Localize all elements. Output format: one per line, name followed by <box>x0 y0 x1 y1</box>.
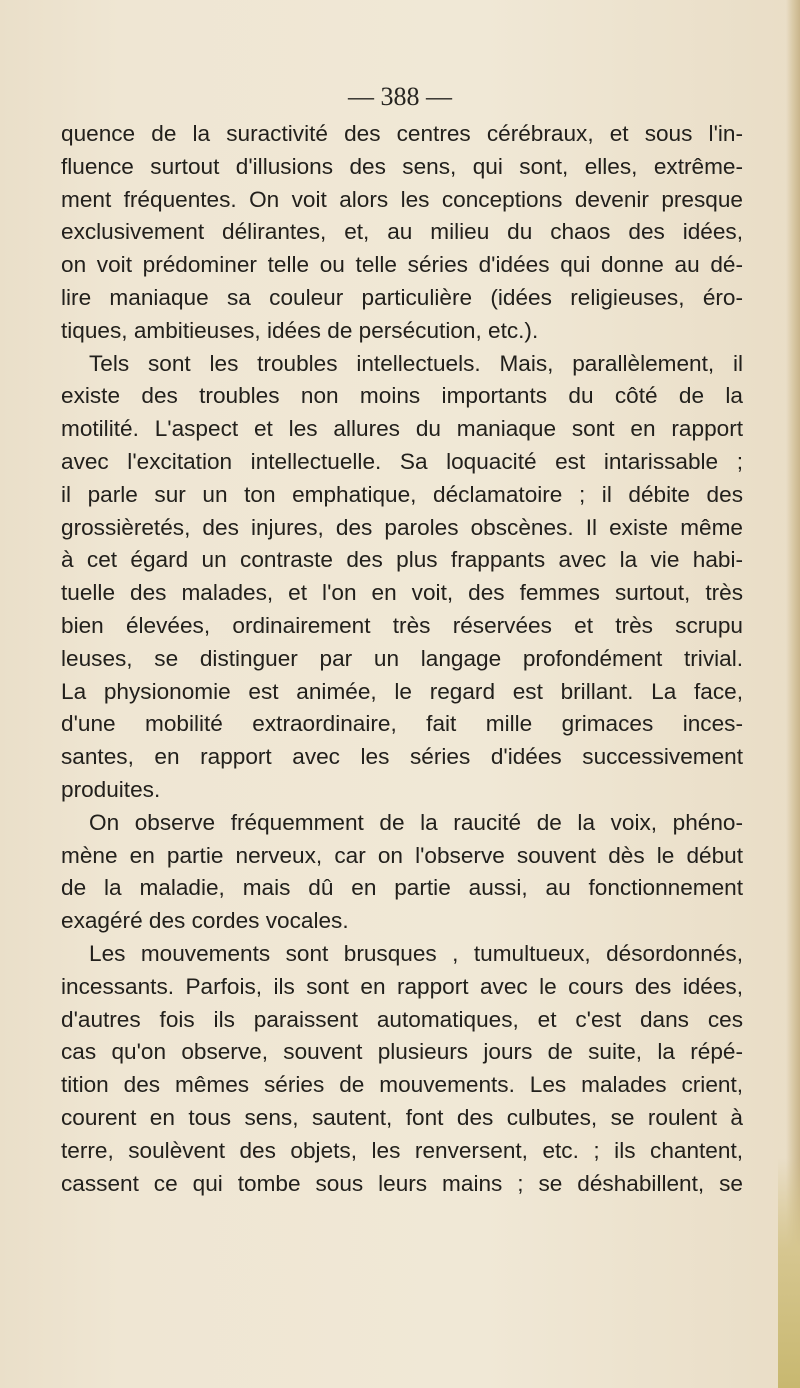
text-line: courent en tous sens, sautent, font des culbutes, se roulent à <box>61 1104 743 1130</box>
text-line: lire maniaque sa couleur particulière (idées religieuses, éro- <box>61 284 743 310</box>
text-line: cas qu'on observe, souvent plusieurs jours de suite, la répé- <box>61 1039 743 1065</box>
text-line: Les mouvements sont brusques , tumultueux, désordonnés, <box>89 940 743 966</box>
text-line: d'une mobilité extraordinaire, fait mille grimaces inces- <box>61 711 743 737</box>
text-line: santes, en rapport avec les séries d'idées successivement <box>61 744 743 770</box>
text-line: à cet égard un contraste des plus frappants avec la vie habi- <box>61 547 743 573</box>
text-line: terre, soulèvent des objets, les renversent, etc. ; ils chantent, <box>61 1137 743 1163</box>
text-line: produites. <box>61 776 161 802</box>
text-line: on voit prédominer telle ou telle séries d'idées qui donne au dé- <box>61 252 743 278</box>
text-line: leuses, se distinguer par un langage profondément trivial. <box>61 645 743 671</box>
text-line: motilité. L'aspect et les allures du maniaque sont en rapport <box>61 416 743 442</box>
text-line: On observe fréquemment de la raucité de la voix, phéno- <box>89 809 743 835</box>
text-line: quence de la suractivité des centres cérébraux, et sous l'in- <box>61 121 743 146</box>
text-line: tition des mêmes séries de mouvements. Les malades crient, <box>61 1072 743 1098</box>
text-line: il parle sur un ton emphatique, déclamatoire ; il débite des <box>61 481 743 507</box>
text-line: bien élevées, ordinairement très réservées et très scrupu <box>61 612 743 638</box>
text-line: Tels sont les troubles intellectuels. Mais, parallèlement, il <box>89 350 743 376</box>
page-edge-stain <box>778 1158 800 1388</box>
text-line: existe des troubles non moins importants du côté de la <box>61 383 743 409</box>
text-line: cassent ce qui tombe sous leurs mains ; se déshabillent, se <box>61 1170 743 1196</box>
text-line: incessants. Parfois, ils sont en rapport avec le cours des idées, <box>61 973 743 999</box>
text-line: de la maladie, mais dû en partie aussi, au fonctionnement <box>61 875 743 901</box>
text-line: d'autres fois ils paraissent automatiques, et c'est dans ces <box>61 1006 743 1032</box>
body-text <box>61 118 743 1200</box>
text-line: exclusivement délirantes, et, au milieu du chaos des idées, <box>61 219 743 245</box>
text-line: avec l'excitation intellectuelle. Sa loquacité est intarissable ; <box>61 448 743 474</box>
text-line: tuelle des malades, et l'on en voit, des femmes surtout, très <box>61 580 743 606</box>
page-number: — 388 — <box>348 82 452 111</box>
text-line: grossièretés, des injures, des paroles obscènes. Il existe même <box>61 514 743 540</box>
text-line: tiques, ambitieuses, idées de persécution, etc.). <box>61 317 539 343</box>
text-line: ment fréquentes. On voit alors les conceptions devenir presque <box>61 186 743 212</box>
text-line: mène en partie nerveux, car on l'observe souvent dès le début <box>61 842 743 868</box>
text-line: La physionomie est animée, le regard est brillant. La face, <box>61 678 743 704</box>
text-line: exagéré des cordes vocales. <box>61 908 349 934</box>
text-line: fluence surtout d'illusions des sens, qui sont, elles, extrême- <box>61 153 743 179</box>
